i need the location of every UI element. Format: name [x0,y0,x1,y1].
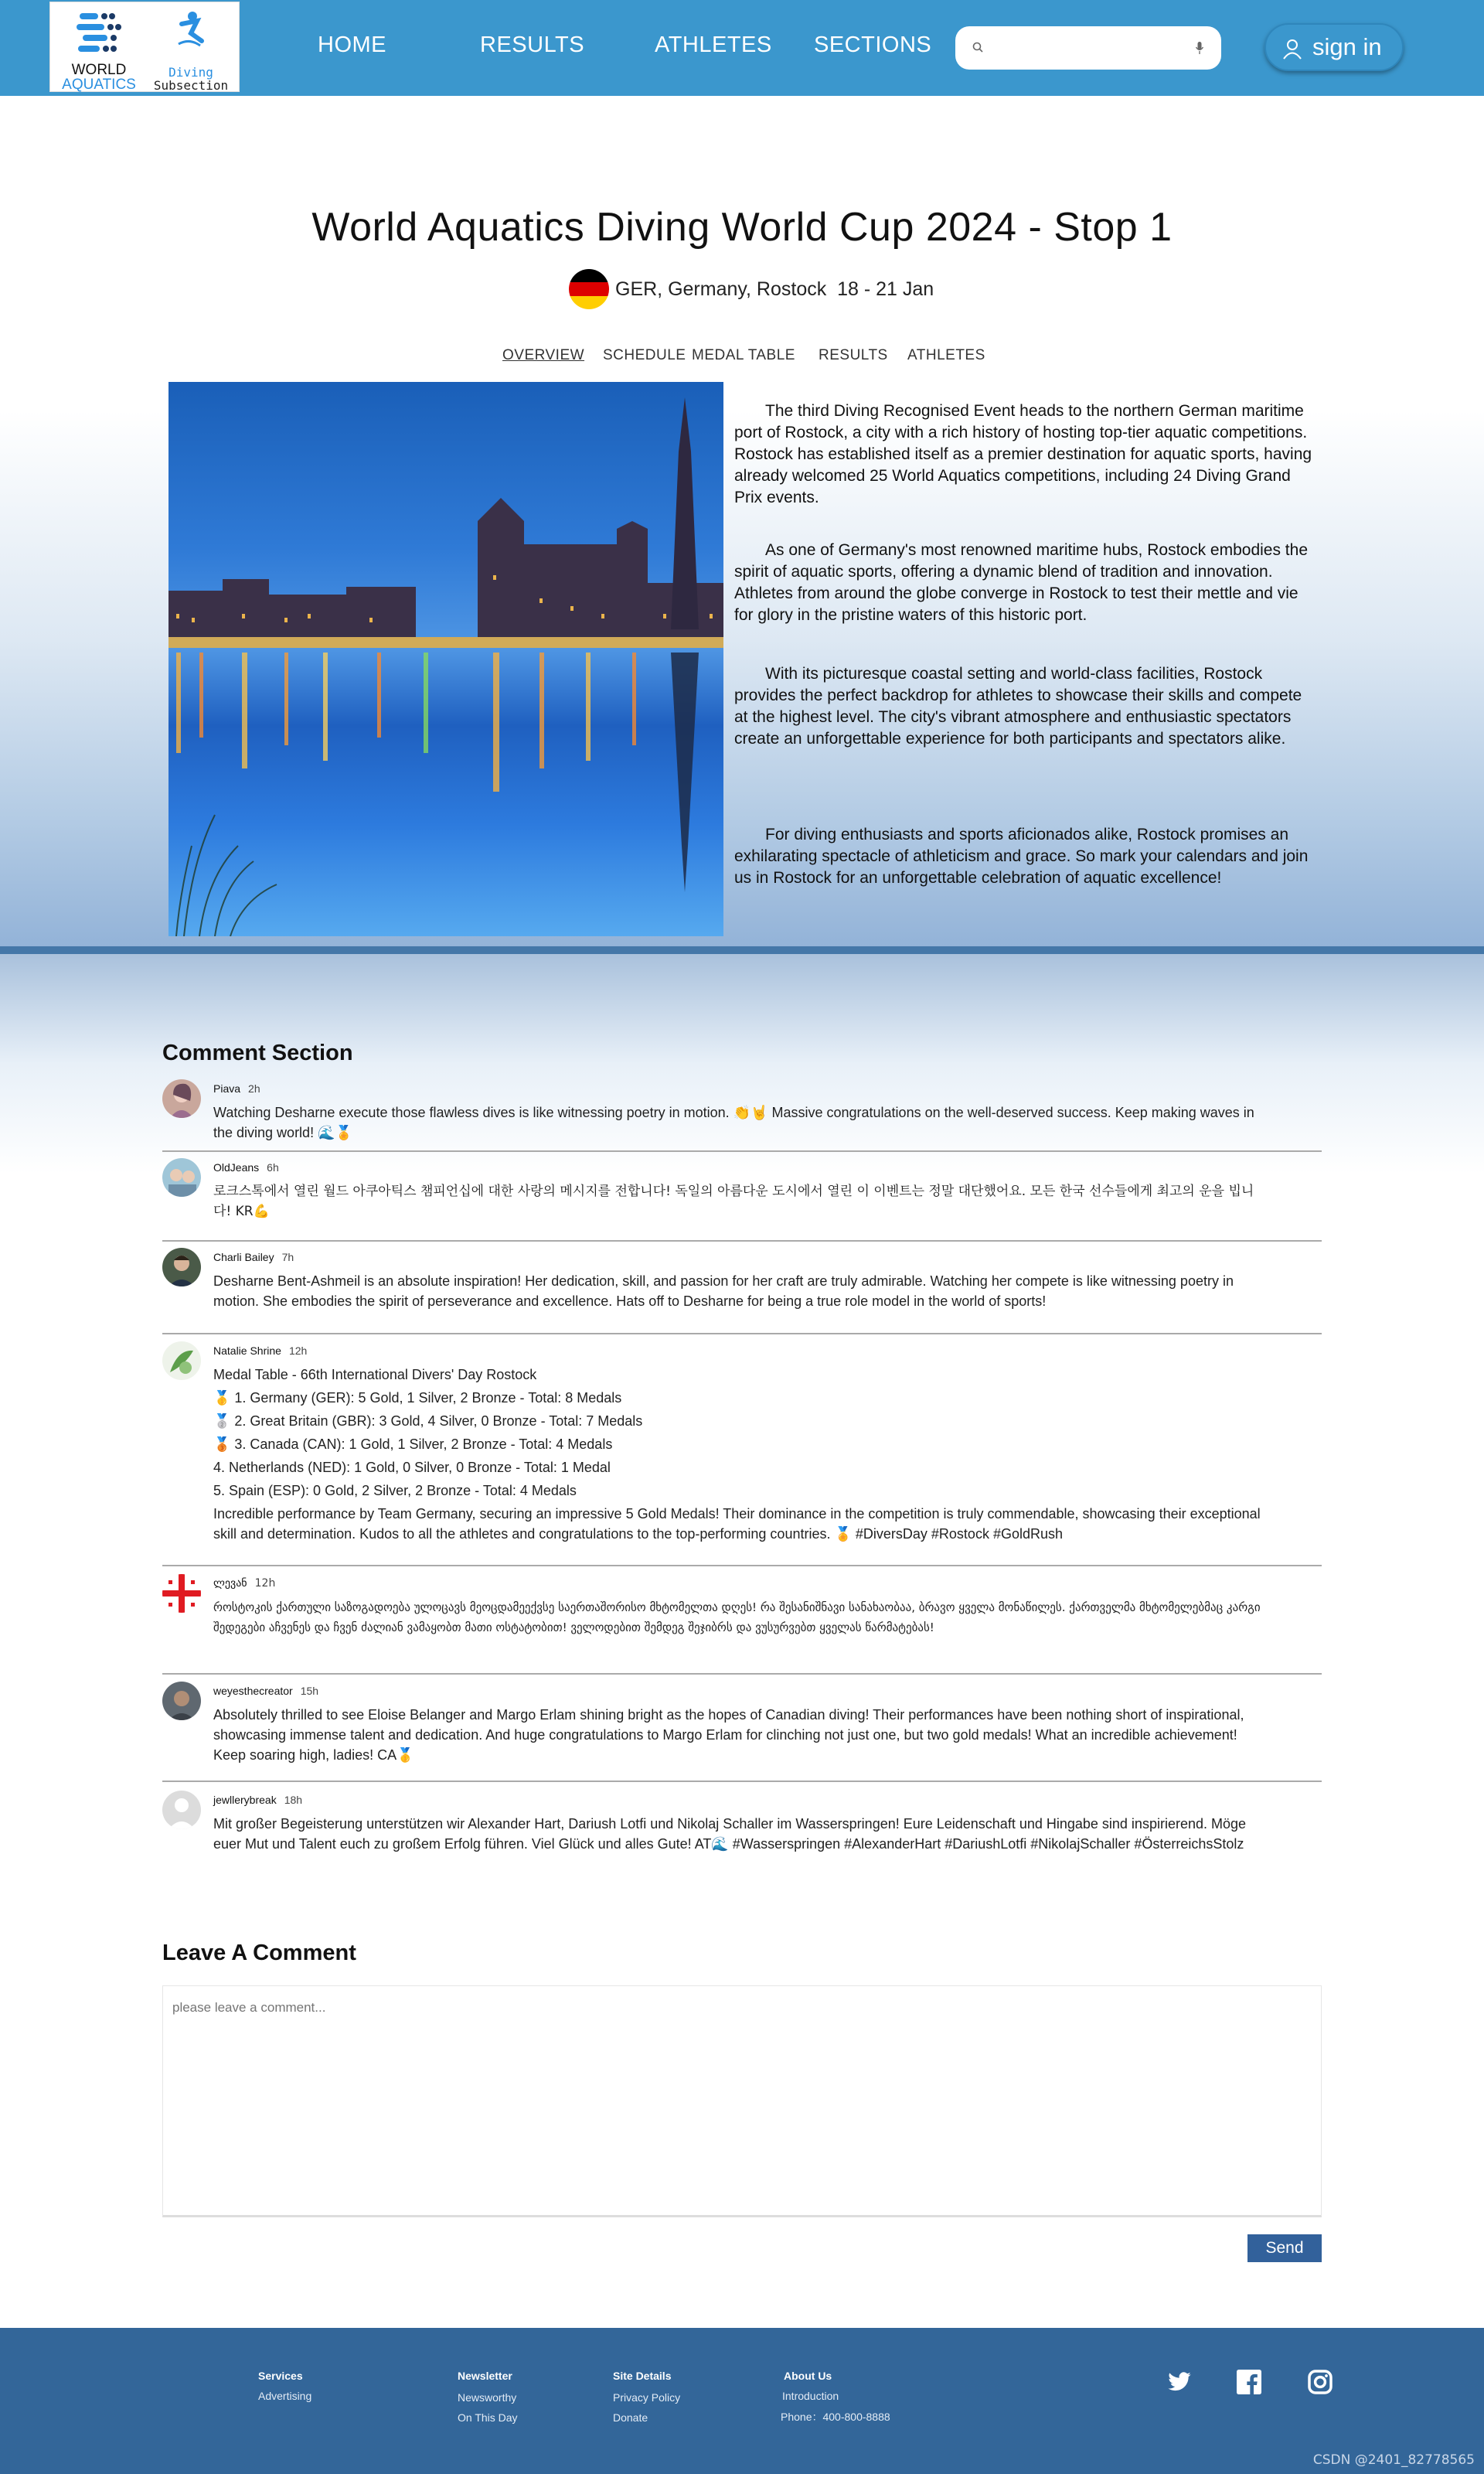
georgia-flag-icon [162,1574,201,1613]
footer-link-on-this-day[interactable]: On This Day [458,2411,518,2424]
comment-time: 12h [288,1344,308,1357]
tab-medal-table[interactable]: MEDAL TABLE [692,347,795,363]
comment [162,1248,1322,1334]
comment-time: 12h [254,1577,276,1590]
comment-user[interactable]: Natalie Shrine [213,1344,281,1357]
twitter-icon[interactable] [1166,2370,1193,2394]
comment-user[interactable]: jewllerybreak [213,1794,277,1806]
event-tabs [0,347,1484,370]
avatar[interactable] [162,1574,201,1613]
user-icon [1281,38,1303,60]
world-aquatics-logo[interactable] [49,2,240,92]
comment-meta [213,1344,307,1357]
footer-heading-newsletter: Newsletter [458,2370,512,2382]
footer-phone: Phone：400-800-8888 [781,2411,890,2423]
comment-time: 7h [281,1251,294,1263]
comment-input[interactable] [163,1986,1321,2215]
comment-section-heading: Comment Section [162,1041,353,1065]
microphone-icon[interactable] [1195,41,1204,55]
date-text: 18 - 21 Jan [837,278,934,300]
comment-user[interactable]: weyesthecreator [213,1685,293,1697]
location-text: GER, Germany, Rostock [615,278,827,300]
section-divider [0,946,1484,954]
comment-body: 로크스톡에서 열린 월드 아쿠아틱스 챔피언십에 대한 사랑의 메시지를 전합니다! 독일의 아름다운 도시에서 열린 이 이벤트는 정말 대단했어요. 모든 한국 선수들에게 최고의 운을 빕니다! KR💪 [213,1184,1254,1219]
comment-user[interactable]: OldJeans [213,1161,260,1174]
logo-text: WORLD AQUATICS [62,62,136,93]
comment-time: 15h [300,1685,319,1697]
comment-body: Absolutely thrilled to see Eloise Belanger and Margo Erlam shining bright as the hopes of Canadian diving! Their performances have been nothing short of inspirational, showcasing immense talent and dedication. And huge congratulations to Margo Erlam for clinching not just one, but two gold medals! What an incredible achievement! Keep soaring high, ladies! CA🥇 [213,1707,1244,1763]
send-button[interactable]: Send [1247,2234,1322,2262]
comment-body: Desharne Bent-Ashmeil is an absolute inspiration! Her dedication, skill, and passion for her craft are truly admirable. Watching her compete is like witnessing poetry in motion. She embodies the spirit of perseverance and excellence. Hats off to Desharne for being a true role model in the world of sports! [213,1273,1234,1309]
comment-meta [213,1082,260,1095]
footer [0,2328,1484,2474]
leave-comment-heading: Leave A Comment [162,1941,356,1965]
comment-body: Medal Table - 66th International Divers' Day Rostock 🥇 1. Germany (GER): 5 Gold, 1 Silver, 2 Bronze - Total: 8 Medals 🥈 2. Great Britain (GBR): 3 Gold, 4 Silver, 0 Bronze - Total: 7 Medals 🥉 3. Canada (CAN): 1 Gold, 1 Silver, 2 Bronze - Total: 4 Medals 4. Netherlands (NED): 1 Gold, 0 Silver, 0 Bronze - Total: 1 Medal 5. Spain (ESP): 0 Gold, 2 Silver, 2 Bronze - Total: 4 Medals Incredible performance by Team Germany, securing an impressive 5 Gold Medals! Their dominance in the competition is truly commendable, showcasing their exceptional skill and determination. Kudos to all the athletes and congratulations to the top-performing countries. 🏅 #DiversDay #Rostock #GoldRush [213,1367,1261,1542]
comment [162,1682,1322,1782]
page-title: World Aquatics Diving World Cup 2024 - Stop 1 [311,205,1173,250]
tab-athletes[interactable]: ATHLETES [907,347,985,363]
footer-heading-site-details: Site Details [613,2370,672,2382]
comment-meta [213,1794,302,1806]
sign-in-label: sign in [1312,33,1382,60]
tab-results[interactable]: RESULTS [819,347,888,363]
avatar[interactable] [162,1158,201,1197]
comment [162,1574,1322,1675]
comment-user[interactable]: Piava [213,1082,241,1095]
comment-textarea-box[interactable] [162,1985,1322,2217]
footer-link-introduction[interactable]: Introduction [782,2390,839,2402]
avatar[interactable] [162,1248,201,1286]
tab-overview[interactable]: OVERVIEW [502,347,585,363]
tab-schedule[interactable]: SCHEDULE [603,347,686,363]
comment-time: 6h [267,1161,279,1174]
comment-meta [213,1251,294,1263]
comment-body: Watching Desharne execute those flawless dives is like witnessing poetry in motion. 👏🤘 Massive congratulations on the well-deserved success. Keep making waves in the diving world! 🌊🏅 [213,1105,1254,1140]
comment-user[interactable]: ლევან [213,1577,247,1590]
comment [162,1079,1322,1152]
comment-body: Mit großer Begeisterung unterstützen wir Alexander Hart, Dariush Lotfi und Nikolaj Schaller im Wasserspringen! Eure Leidenschaft und Hingabe sind inspirierend. Möge euer Mut und Talent euch zu großem Erfolg führen. Viel Glück und alles Gute! AT🌊 #Wasserspringen #AlexanderHart #DariushLotfi #NikolajSchaller #ÖsterreichsStolz [213,1816,1247,1852]
avatar[interactable] [162,1341,201,1380]
avatar[interactable] [162,1682,201,1720]
comment [162,1158,1322,1242]
comment-meta [213,1161,279,1174]
avatar[interactable] [162,1079,201,1118]
sign-in-button[interactable] [1264,23,1404,71]
footer-heading-about-us: About Us [784,2370,832,2382]
church-spire [671,397,699,629]
nav-sections[interactable]: SECTIONS [814,32,932,57]
comment-time: 2h [248,1082,260,1095]
logo-subtext: Diving Subsection [153,65,229,93]
comment-time: 18h [284,1794,303,1806]
comment [162,1341,1322,1566]
world-aquatics-mark-icon [72,9,128,61]
rostock-harbor-photo [168,382,723,936]
avatar[interactable] [162,1791,201,1829]
overview-paragraph: As one of Germany's most renowned maritime hubs, Rostock embodies the spirit of aquatic sports, offering a dynamic blend of tradition and innovation. Athletes from around the globe converge in Rostock to test their mettle and vie for glory in the pristine waters of this historic port. [734,541,1308,624]
overview-paragraph: With its picturesque coastal setting and world-class facilities, Rostock provides the perfect backdrop for athletes to showcase their skills and compete at the highest level. The city's vibrant atmosphere and enthusiastic spectators create an unforgettable experience for both participants and spectators alike. [734,665,1302,748]
footer-link-advertising[interactable]: Advertising [258,2390,312,2402]
nav-home[interactable]: HOME [318,32,386,57]
nav-results[interactable]: RESULTS [480,32,585,57]
footer-heading-services: Services [258,2370,303,2382]
comment-meta [213,1577,275,1590]
footer-link-newsworthy[interactable]: Newsworthy [458,2391,517,2404]
comment-body: როსტოკის ქართული საზოგადოება ულოცავს მეოცდამეექვსე საერთაშორისო მხტომელთა დღეს! რა შესანიშნავი სანახაობაა, ბრავო ყველა მონაწილეს. ქართველმა მხტომელებმაც კარგი შედეგები აჩვენეს და ჩვენ ძალიან ვამაყობთ მათი ოსტატობით! ველოდებით შემდეგ შეჯიბრს და ვუსურვებთ ყველას წარმატებას! [213,1600,1261,1634]
nav-athletes[interactable]: ATHLETES [655,32,772,57]
watermark: CSDN @2401_82778565 [1312,2452,1475,2468]
overview-paragraph: For diving enthusiasts and sports aficionados alike, Rostock promises an exhilarating spectacle of athleticism and grace. So mark your calendars and join us in Rostock for an unforgettable celebration of aquatic excellence! [734,826,1309,887]
diver-icon [174,10,209,49]
search-box[interactable] [955,26,1221,70]
footer-link-donate[interactable]: Donate [613,2411,648,2424]
top-nav [0,0,1484,96]
instagram-icon[interactable] [1308,2370,1333,2394]
event-section [0,96,1484,946]
search-icon [972,42,983,53]
search-input[interactable] [991,34,1184,62]
overview-paragraph: The third Diving Recognised Event heads to the northern German maritime port of Rostock, a city with a rich history of hosting top-tier aquatic competitions. Rostock has established itself as a premier destination for aquatic sports, having already welcomed 25 World Aquatics competitions, including 24 Diving Grand Prix events. [734,402,1312,506]
germany-flag-icon [569,269,609,309]
comment-meta [213,1685,318,1697]
footer-link-privacy-policy[interactable]: Privacy Policy [613,2391,681,2404]
comment-user[interactable]: Charli Bailey [213,1251,274,1263]
comment [162,1791,1322,1879]
facebook-icon[interactable] [1237,2370,1261,2394]
